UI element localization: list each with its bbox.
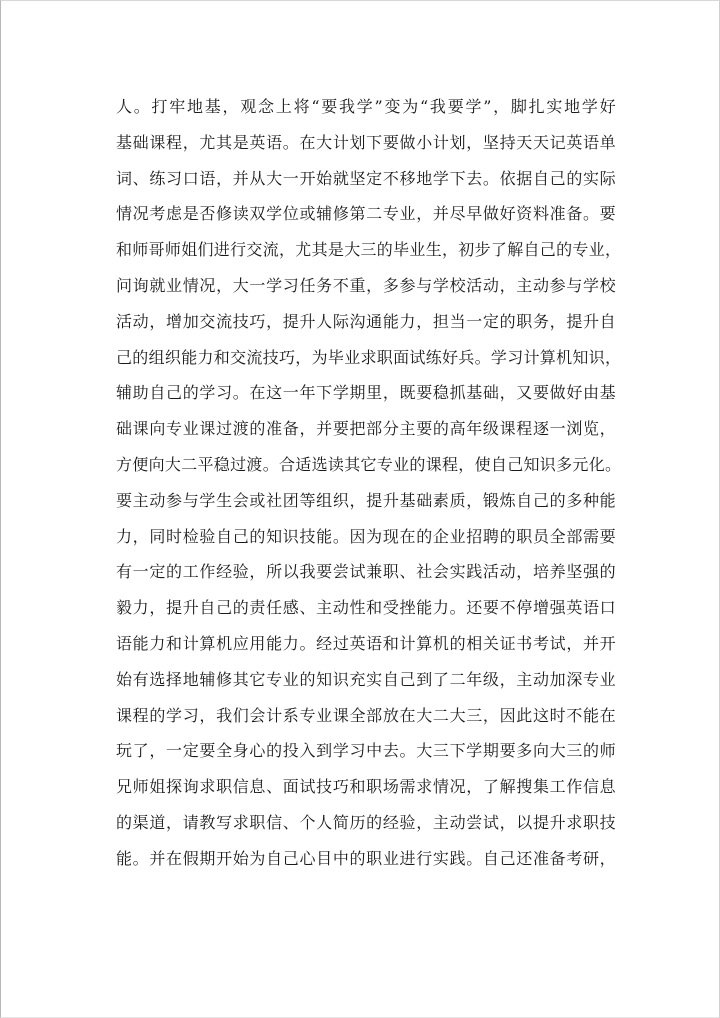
text-line: 活动，增加交流技巧，提升人际沟通能力，担当一定的职务，提升自	[116, 311, 616, 331]
text-line: 方便向大二平稳过渡。合适选读其它专业的课程，使自己知识多元化。	[116, 454, 622, 474]
text-line: 玩了，一定要全身心的投入到学习中去。大三下学期要多向大三的师	[116, 741, 616, 761]
text-line: 和师哥师姐们进行交流，尤其是大三的毕业生，初步了解自己的专业，	[116, 240, 622, 260]
text-line: 情况考虑是否修读双学位或辅修第二专业，并尽早做好资料准备。要	[116, 204, 616, 224]
text-line: 有一定的工作经验，所以我要尝试兼职、社会实践活动，培养坚强的	[116, 562, 616, 582]
text-line: 础课向专业课过渡的准备，并要把部分主要的高年级课程逐一浏览，	[116, 419, 616, 439]
text-line: 问询就业情况，大一学习任务不重，多参与学校活动，主动参与学校	[116, 275, 616, 295]
text-line: 辅助自己的学习。在这一年下学期里，既要稳抓基础，又要做好由基	[116, 383, 616, 403]
text-line: 基础课程，尤其是英语。在大计划下要做小计划，坚持天天记英语单	[116, 132, 616, 152]
text-line: 兄师姐探询求职信息、面试技巧和职场需求情况，了解搜集工作信息	[116, 777, 616, 797]
text-line: 词、练习口语，并从大一开始就坚定不移地学下去。依据自己的实际	[116, 168, 616, 188]
text-line: 课程的学习，我们会计系专业课全部放在大二大三，因此这时不能在	[116, 705, 616, 725]
text-line: 语能力和计算机应用能力。经过英语和计算机的相关证书考试，并开	[116, 633, 616, 653]
text-line: 能。并在假期开始为自己心目中的职业进行实践。自己还准备考研，	[116, 848, 616, 868]
text-line: 力，同时检验自己的知识技能。因为现在的企业招聘的职员全部需要	[116, 526, 616, 546]
body-text	[116, 89, 622, 877]
text-line: 己的组织能力和交流技巧，为毕业求职面试练好兵。学习计算机知识，	[116, 347, 622, 367]
text-line: 要主动参与学生会或社团等组织，提升基础素质，锻炼自己的多种能	[116, 490, 616, 510]
text-line: 毅力，提升自己的责任感、主动性和受挫能力。还要不停增强英语口	[116, 598, 616, 618]
text-line: 人。打牢地基，观念上将“要我学”变为“我要学”，脚扎实地学好	[116, 97, 616, 116]
text-line: 始有选择地辅修其它专业的知识充实自己到了二年级，主动加深专业	[116, 669, 616, 689]
text-line: 的渠道，请教写求职信、个人简历的经验，主动尝试，以提升求职技	[116, 812, 616, 832]
